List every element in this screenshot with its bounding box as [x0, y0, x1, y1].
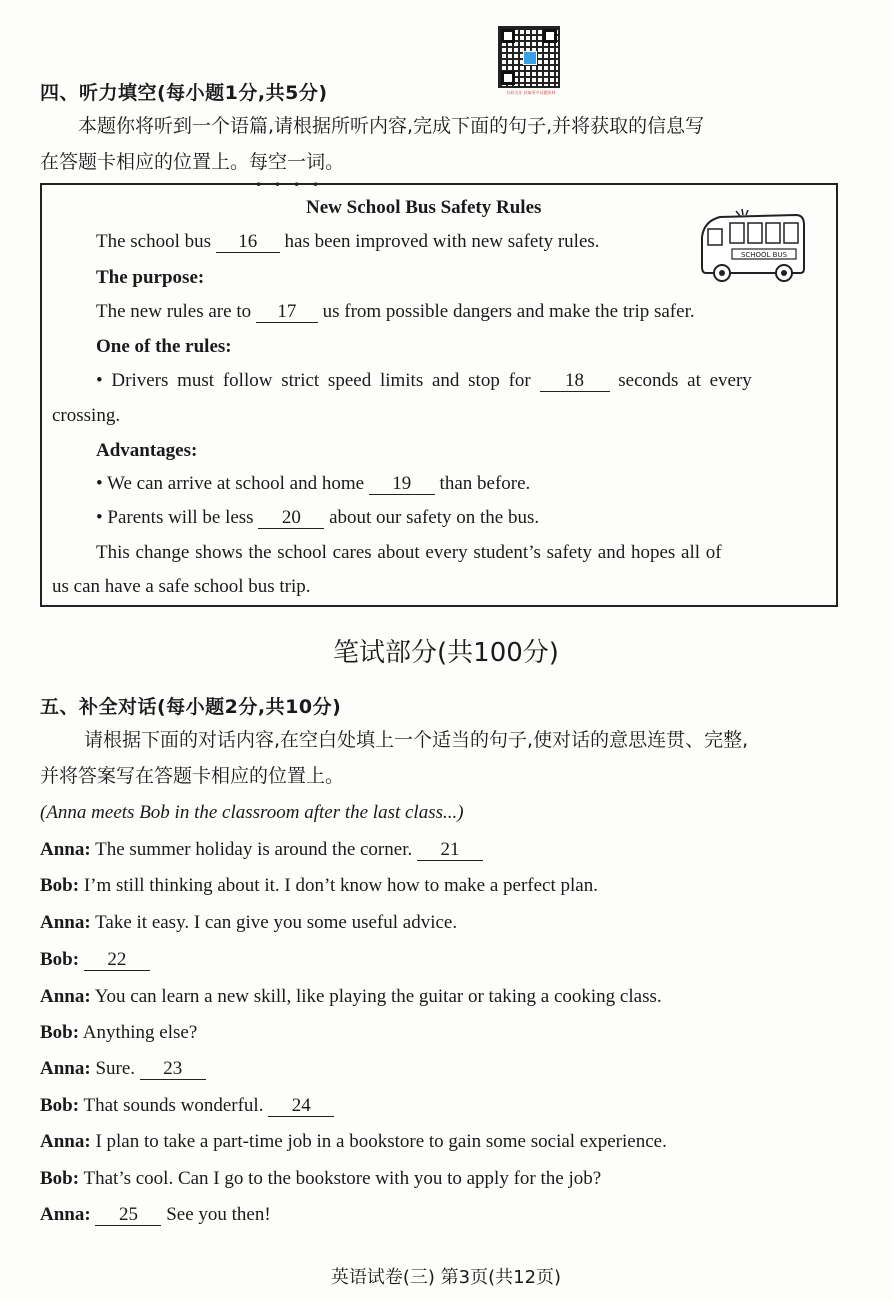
dialogue-scene: (Anna meets Bob in the classroom after the last class...)	[40, 802, 464, 823]
bus-sign: SCHOOL BUS	[740, 251, 788, 259]
answer-blank-24: 24	[268, 1096, 334, 1117]
answer-blank-21: 21	[417, 840, 483, 861]
notes-line-2: The new rules are to 17 us from possible dangers and make the trip safer.	[96, 301, 695, 322]
listening-instruction-line1: 本题你将听到一个语篇,请根据所听内容,完成下面的句子,并将获取的信息写	[78, 115, 705, 137]
notes-heading: New School Bus Safety Rules	[306, 197, 542, 218]
notes-line-7: us can have a safe school bus trip.	[52, 576, 311, 597]
answer-blank-16: 16	[216, 232, 280, 253]
dialogue-line: Bob: I’m still thinking about it. I don’t know how to make a perfect plan.	[40, 875, 598, 896]
answer-blank-23: 23	[140, 1059, 206, 1080]
purpose-label: The purpose:	[96, 267, 205, 288]
dialogue-line: Bob: 22	[40, 949, 150, 971]
page-footer: 英语试卷(三) 第3页(共12页)	[330, 1267, 562, 1288]
notes-line-1: The school bus 16 has been improved with new safety rules.	[96, 231, 600, 252]
dialogue-line: Bob: That sounds wonderful. 24	[40, 1095, 334, 1117]
dialogue-instruction-line2: 并将答案写在答题卡相应的位置上。	[40, 765, 345, 787]
dialogue-line: Bob: That’s cool. Can I go to the bookstore with you to apply for the job?	[40, 1168, 602, 1189]
notes-line-3: • Drivers must follow strict speed limits and stop for 18 seconds at every	[96, 370, 752, 391]
notes-line-6: This change shows the school cares about every student’s safety and hopes all of	[96, 542, 722, 563]
listening-section-title: 四、听力填空(每小题1分,共5分)	[40, 82, 328, 104]
dialogue-instruction-line1: 请根据下面的对话内容,在空白处填上一个适当的句子,使对话的意思连贯、完整,	[84, 729, 749, 751]
dialogue-section-title: 五、补全对话(每小题2分,共10分)	[40, 696, 342, 718]
school-bus-illustration	[696, 207, 808, 285]
answer-blank-20: 20	[258, 508, 324, 529]
written-part-title: 笔试部分(共100分)	[333, 638, 559, 668]
answer-blank-18: 18	[540, 371, 610, 392]
qr-code	[498, 26, 560, 88]
dialogue-line: Anna: I plan to take a part-time job in a bookstore to gain some social experience.	[40, 1131, 667, 1152]
dialogue-line: Anna: The summer holiday is around the corner. 21	[40, 839, 483, 861]
rule-label: One of the rules:	[96, 336, 232, 357]
answer-blank-19: 19	[369, 474, 435, 495]
notes-line-3-cont: crossing.	[52, 405, 121, 426]
notes-line-4: • We can arrive at school and home 19 than before.	[96, 473, 531, 494]
answer-blank-17: 17	[256, 302, 318, 323]
dialogue-line: Anna: Take it easy. I can give you some useful advice.	[40, 912, 458, 933]
qr-caption: 扫码关注 获取更多试题资料	[506, 90, 556, 95]
dialogue-line: Anna: 25 See you then!	[40, 1204, 271, 1225]
answer-blank-22: 22	[84, 950, 150, 971]
dialogue-line: Anna: Sure. 23	[40, 1058, 206, 1080]
listening-instruction-line2: 在答题卡相应的位置上。每空一词。	[40, 151, 345, 173]
dialogue-line: Anna: You can learn a new skill, like playing the guitar or taking a cooking class.	[40, 986, 662, 1007]
notes-line-5: • Parents will be less 20 about our safety on the bus.	[96, 507, 540, 528]
dialogue-line: Bob: Anything else?	[40, 1022, 198, 1043]
advantages-label: Advantages:	[96, 440, 198, 461]
answer-blank-25: 25	[95, 1205, 161, 1226]
